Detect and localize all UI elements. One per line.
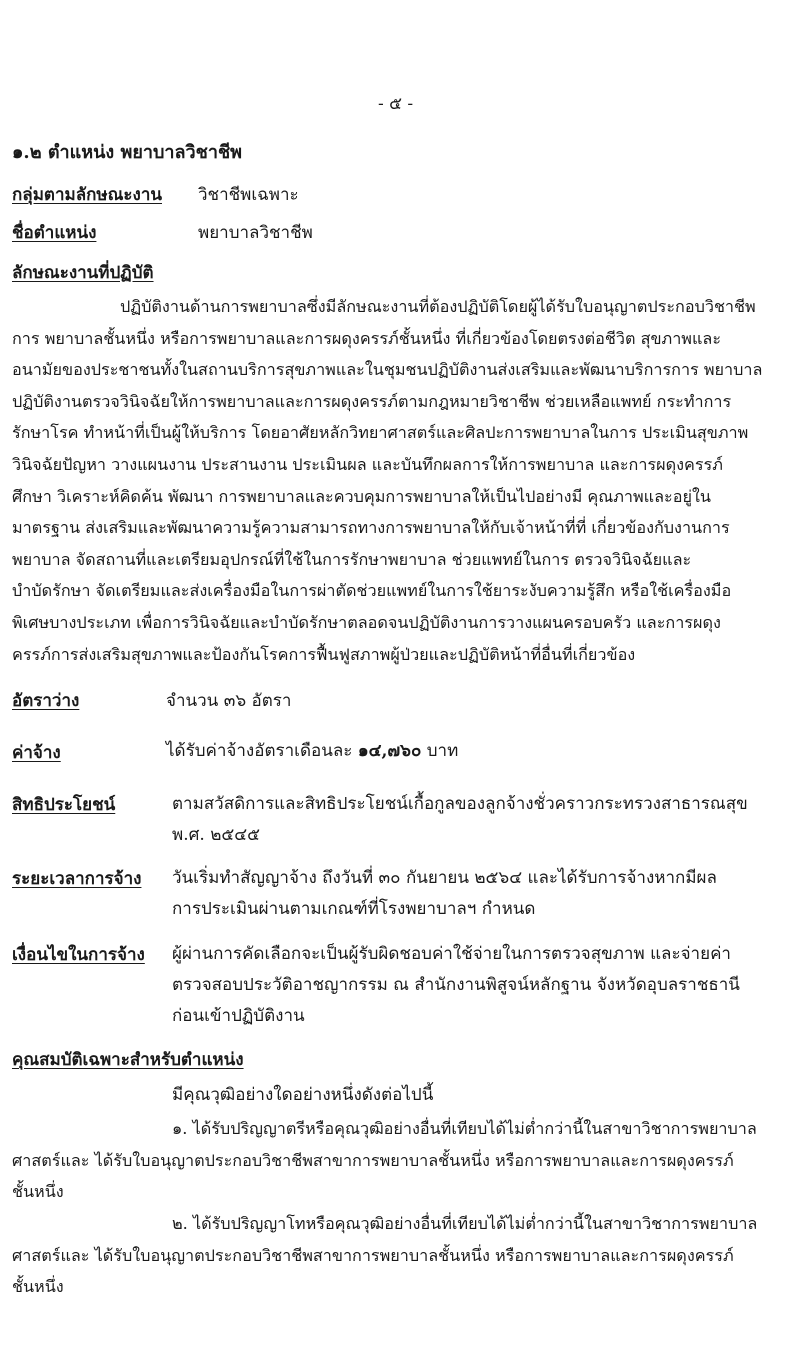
- wage-label: ค่าจ้าง: [12, 743, 61, 763]
- duties-line: มาตรฐาน ส่งเสริมและพัฒนาความรู้ความสามารถทางการพยาบาลให้กับเจ้าหน้าที่ที่ เกี่ยวข้องกับงานการ: [12, 518, 730, 538]
- benefits-line: ตามสวัสดิการและสิทธิประโยชน์เกื้อกูลของลูกจ้างชั่วคราวกระทรวงสาธารณสุข: [172, 794, 748, 814]
- qualification-item: [12, 1113, 788, 1208]
- wage-value: [166, 737, 458, 764]
- wage-suffix: บาท: [426, 741, 459, 761]
- duties-paragraph: [12, 291, 788, 670]
- position-name-value: พยาบาลวิชาชีพ: [198, 223, 313, 243]
- employment-period-value: [172, 863, 717, 925]
- qualification-line: ๑. ได้รับปริญญาตรีหรือคุณวุฒิอย่างอื่นที่เทียบได้ไม่ต่ำกว่านี้ในสาขาวิชาการพยาบาล: [172, 1119, 757, 1138]
- qualification-item: [12, 1208, 788, 1303]
- duties-line: รักษาโรค ทำหน้าที่เป็นผู้ให้บริการ โดยอาศัยหลักวิทยาศาสตร์และศิลปะการพยาบาลในการ ประเมินสุขภาพ: [12, 423, 749, 443]
- vacancies-value: จำนวน ๓๖ อัตรา: [166, 691, 292, 711]
- qualification-line: ๒. ได้รับปริญญาโทหรือคุณวุฒิอย่างอื่นที่เทียบได้ไม่ต่ำกว่านี้ในสาขาวิชาการพยาบาล: [172, 1214, 758, 1233]
- duties-line: พยาบาล จัดสถานที่และเตรียมอุปกรณ์ที่ใช้ในการรักษาพยาบาล ช่วยแพทย์ในการ ตรวจวินิจฉัยและ: [12, 549, 692, 569]
- qualification-line: ศาสตร์และ ได้รับใบอนุญาตประกอบวิชาชีพสาขาการพยาบาลชั้นหนึ่ง หรือการพยาบาลและการผดุงครรภ์: [12, 1150, 734, 1170]
- conditions-line: ผู้ผ่านการคัดเลือกจะเป็นผู้รับผิดชอบค่าใช้จ่ายในการตรวจสุขภาพ และจ่ายค่า: [172, 944, 731, 964]
- employment-period-line: การประเมินผ่านตามเกณฑ์ที่โรงพยาบาลฯ กำหนด: [172, 899, 536, 919]
- conditions-value: [172, 939, 740, 1032]
- job-group-label: กลุ่มตามลักษณะงาน: [12, 185, 162, 205]
- employment-period-line: วันเริ่มทำสัญญาจ้าง ถึงวันที่ ๓๐ กันยายน ๒๕๖๔ และได้รับการจ้างหากมีผล: [172, 868, 717, 888]
- conditions-line: ตรวจสอบประวัติอาชญากรรม ณ สำนักงานพิสูจน์หลักฐาน จังหวัดอุบลราชธานี: [172, 975, 740, 995]
- benefits-line: พ.ศ. ๒๕๔๕: [172, 825, 261, 845]
- employment-period-label: ระยะเวลาการจ้าง: [12, 869, 142, 889]
- section-heading: ๑.๒ ตำแหน่ง พยาบาลวิชาชีพ: [12, 142, 243, 163]
- duties-heading: ลักษณะงานที่ปฏิบัติ: [12, 263, 154, 283]
- qualifications-intro: มีคุณวุฒิอย่างใดอย่างหนึ่งดังต่อไปนี้: [172, 1085, 434, 1105]
- vacancies-label: อัตราว่าง: [12, 691, 80, 711]
- duties-line: ปฏิบัติงานตรวจวินิจฉัยให้การพยาบาลและการผดุงครรภ์ตามกฎหมายวิชาชีพ ช่วยเหลือแพทย์ กระทำการ: [12, 391, 732, 411]
- conditions-line: ก่อนเข้าปฏิบัติงาน: [172, 1006, 305, 1026]
- benefits-value: [172, 789, 748, 851]
- duties-line: พิเศษบางประเภท เพื่อการวินิจฉัยและบำบัดรักษาตลอดจนปฏิบัติงานการวางแผนครอบครัว และการผดุง: [12, 612, 721, 632]
- duties-line: บำบัดรักษา จัดเตรียมและส่งเครื่องมือในการผ่าตัดช่วยแพทย์ในการใช้ยาระงับความรู้สึก หรือใช้เครื่องมือ: [12, 581, 732, 601]
- duties-line: ครรภ์การส่งเสริมสุขภาพและป้องกันโรคการฟื้นฟูสภาพผู้ป่วยและปฏิบัติหน้าที่อื่นที่เกี่ยวข้อง: [12, 644, 636, 664]
- qualifications-heading: คุณสมบัติเฉพาะสำหรับตำแหน่ง: [12, 1050, 244, 1070]
- wage-amount: ๑๔,๗๖๐: [357, 741, 422, 761]
- benefits-label: สิทธิประโยชน์: [12, 795, 116, 815]
- qualification-line: ชั้นหนึ่ง: [12, 1277, 64, 1297]
- duties-line: ปฏิบัติงานด้านการพยาบาลซึ่งมีลักษณะงานที่ต้องปฏิบัติโดยผู้ได้รับใบอนุญาตประกอบวิชาชีพ: [120, 297, 756, 316]
- duties-line: วินิจฉัยปัญหา วางแผนงาน ประสานงาน ประเมินผล และบันทึกผลการให้การพยาบาล และการผดุงครรภ์: [12, 454, 723, 474]
- page-number: - ๕ -: [378, 94, 414, 114]
- qualification-line: ศาสตร์และ ได้รับใบอนุญาตประกอบวิชาชีพสาขาการพยาบาลชั้นหนึ่ง หรือการพยาบาลและการผดุงครรภ์: [12, 1245, 734, 1265]
- qualification-line: ชั้นหนึ่ง: [12, 1182, 64, 1202]
- duties-line: การ พยาบาลชั้นหนึ่ง หรือการพยาบาลและการผดุงครรภ์ชั้นหนึ่ง ที่เกี่ยวข้องโดยตรงต่อชีวิต สุขภาพและ: [12, 328, 722, 348]
- duties-line: ศึกษา วิเคราะห์คิดค้น พัฒนา การพยาบาลและควบคุมการพยาบาลให้เป็นไปอย่างมี คุณภาพและอยู่ใน: [12, 486, 711, 506]
- position-name-label: ชื่อตำแหน่ง: [12, 223, 97, 243]
- conditions-label: เงื่อนไขในการจ้าง: [12, 945, 145, 965]
- wage-prefix: ได้รับค่าจ้างอัตราเดือนละ: [166, 741, 353, 761]
- duties-line: อนามัยของประชาชนทั้งในสถานบริการสุขภาพและในชุมชนปฏิบัติงานส่งเสริมและพัฒนาบริการการ พยาบาล: [12, 360, 763, 380]
- job-group-value: วิชาชีพเฉพาะ: [198, 185, 299, 205]
